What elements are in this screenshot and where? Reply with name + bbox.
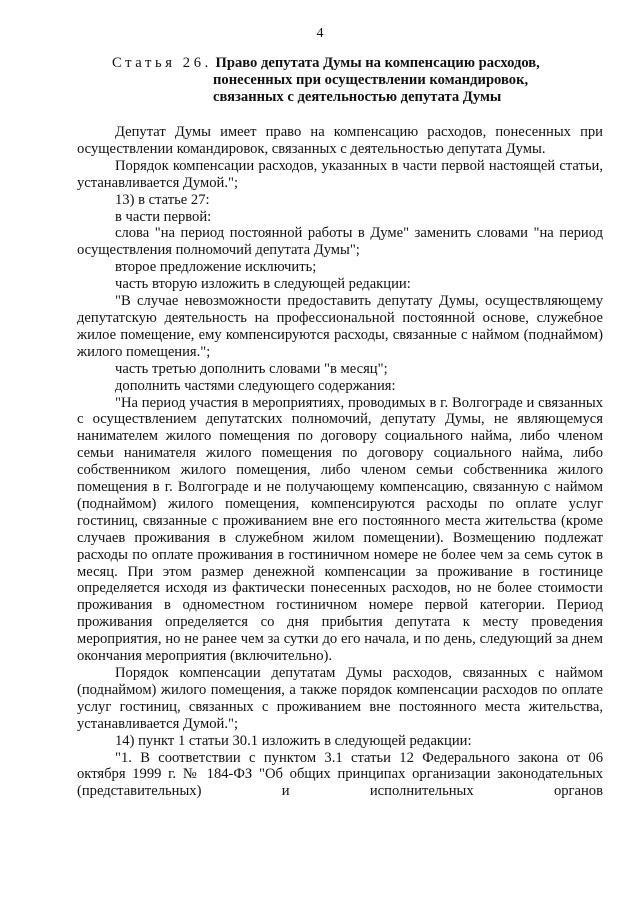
- paragraph: Порядок компенсации расходов, указанных в части первой настоящей статьи, устанавливается Думой.";: [77, 157, 603, 191]
- document-body: [77, 124, 603, 800]
- paragraph: Порядок компенсации депутатам Думы расходов, связанных с наймом (поднаймом) жилого помещения, а также порядок компенсации расходов по оплате услуг гостиниц, связанных с проживанием вне постоянного места жительства, устанавливается Думой.";: [77, 665, 603, 732]
- article-heading: [112, 55, 612, 106]
- paragraph: часть третью дополнить словами "в месяц";: [115, 360, 388, 377]
- article-title-line-3: связанных с деятельностью депутата Думы: [213, 89, 502, 105]
- paragraph: дополнить частями следующего содержания:: [115, 377, 396, 394]
- paragraph: Депутат Думы имеет право на компенсацию расходов, понесенных при осуществлении командировок, связанных с деятельностью депутата Думы.: [77, 124, 603, 157]
- paragraph: 14) пункт 1 статьи 30.1 изложить в следующей редакции:: [115, 732, 472, 749]
- paragraph: "В случае невозможности предоставить депутату Думы, осуществляющему депутатскую деятельность на профессиональной постоянной основе, служебное жилое помещение, ему компенсируются расходы, связанные с наймом (поднаймом) жилого помещения.";: [77, 293, 603, 360]
- paragraph: часть вторую изложить в следующей редакции:: [115, 276, 411, 293]
- article-label: Статья 26.: [112, 55, 212, 71]
- paragraph: второе предложение исключить;: [115, 259, 317, 276]
- paragraph: слова "на период постоянной работы в Думе" заменить словами "на период осуществления полномочий депутата Думы";: [77, 225, 603, 259]
- paragraph: в части первой:: [115, 208, 212, 225]
- paragraph: 13) в статье 27:: [115, 191, 210, 208]
- article-title-line-1: Право депутата Думы на компенсацию расходов,: [215, 55, 540, 71]
- paragraph: "1. В соответствии с пунктом 3.1 статьи 12 Федерального закона от 06 октября 1999 г. № 184-ФЗ "Об общих принципах организации законодательных (представительных) и исполнительных органов: [77, 749, 603, 800]
- article-title-line-2: понесенных при осуществлении командировок,: [213, 72, 529, 88]
- paragraph: "На период участия в мероприятиях, проводимых в г. Волгограде и связанных с осуществлением депутатских полномочий, депутату Думы, не являющемуся нанимателем жилого помещения по договору социального найма, либо членом семьи нанимателя жилого помещения по договору социального найма, либо собственником жилого помещения, либо членом семьи собственника жилого помещения в г. Волгограде и не получающему компенсацию, связанную с наймом (поднаймом) жилого помещения, компенсируются расходы по оплате услуг гостиниц, связанные с проживанием вне его постоянного места жительства (кроме случаев проживания в служебном жилом помещении). Возмещению подлежат расходы по оплате проживания в гостиничном номере не более чем за семь суток в месяц. При этом размер денежной компенсации за проживание в гостинице определяется исходя из фактически понесенных расходов, но не более стоимости проживания в одноместном гостиничном номере первой категории. Период проживания определяется со дня прибытия депутата к месту проведения мероприятия, но не ранее чем за сутки до его начала, и по день, следующий за днем окончания мероприятия (включительно).: [77, 394, 603, 665]
- page-number: 4: [316, 26, 324, 41]
